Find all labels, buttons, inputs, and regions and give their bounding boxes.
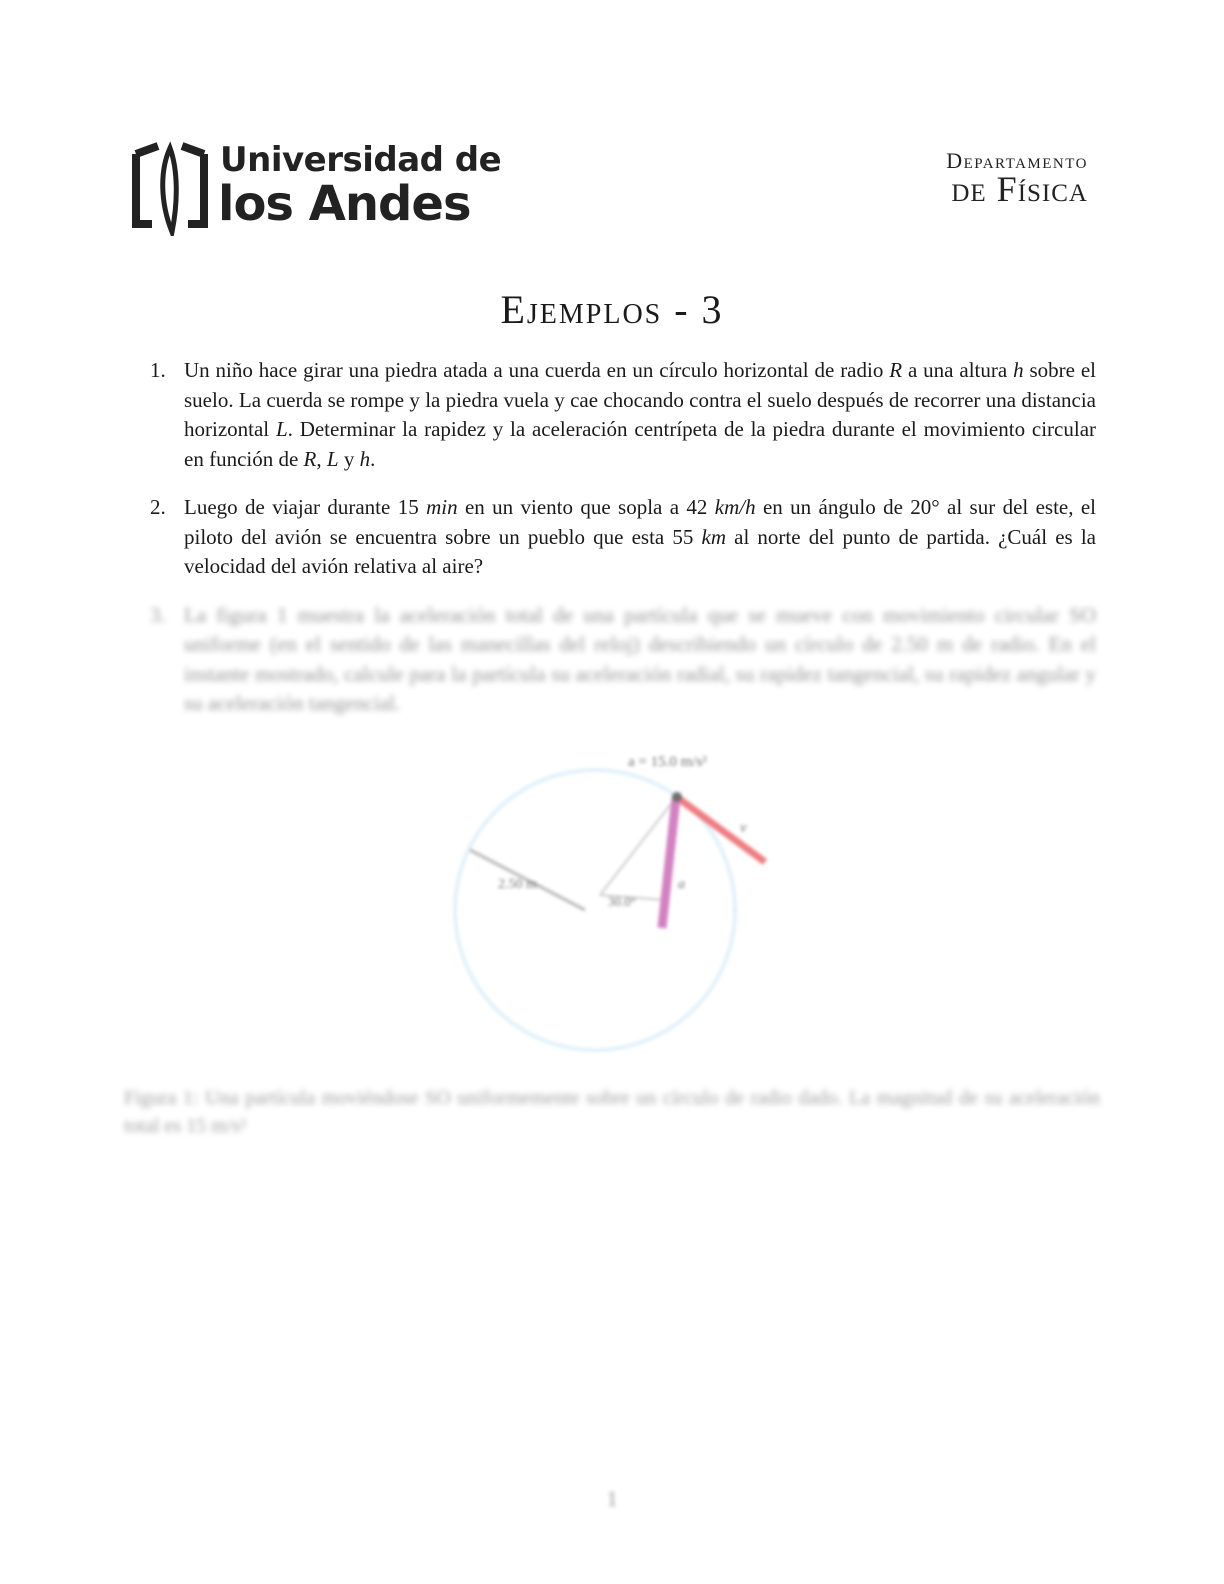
problem-number: 1. <box>150 358 166 382</box>
velocity-label: v <box>740 820 747 836</box>
velocity-vector <box>678 798 765 862</box>
problem-text: Un niño hace girar una piedra atada a una cuerda en un círculo horizontal de radio R a una altura h sobre el suelo. La cuerda se rompe y la piedra vuela y cae chocando contra el suelo después de recorrer una distancia horizontal L. Determinar la rapidez y la aceleración centrípeta de la piedra durante el movimiento circular en función de R, L y h. <box>184 358 1097 471</box>
circular-motion-figure <box>440 740 800 1070</box>
logo-text-line2: los Andes <box>218 176 471 232</box>
angle-label: 30.0° <box>608 894 636 909</box>
problem-text: Luego de viajar durante 15 min en un viento que sopla a 42 km/h en un ángulo de 20° al sur del este, el piloto del avión se encuentra sobre un pueblo que esta 55 km al norte del punto de partida. ¿Cuál es la velocidad del avión relativa al aire? <box>184 495 1097 578</box>
page-number: 1 <box>606 1486 618 1511</box>
university-emblem-icon <box>130 140 210 236</box>
particle <box>672 792 682 802</box>
problem-list <box>150 356 1096 738</box>
problem-number: 2. <box>150 495 166 519</box>
radius-label: 2.50 m <box>498 877 537 892</box>
page-header <box>0 0 1224 260</box>
department-label <box>946 148 1088 210</box>
problem-1 <box>150 356 1096 474</box>
department-line2: de Física <box>951 169 1088 209</box>
acceleration-vector <box>662 798 676 928</box>
problem-number: 3. <box>150 602 166 627</box>
department-line1: Departamento <box>946 148 1088 173</box>
problem-3 <box>150 601 1096 719</box>
figure-caption: Figura 1: Una partícula moviéndose SO uniformemente sobre un círculo de radio dado. La magnitud de su aceleración total es 15 m/s² <box>124 1087 1100 1137</box>
logo-text-line1: Universidad de <box>220 140 502 180</box>
document-title: Ejemplos - 3 <box>500 287 724 332</box>
university-logo <box>130 138 502 238</box>
vertical-label: a <box>678 877 685 892</box>
accel-label: a = 15.0 m/s² <box>628 754 707 770</box>
problem-text: La figura 1 muestra la aceleración total de una partícula que se mueve con movimiento circular SO uniforme (en el sentido de las manecillas del reloj) describiendo un círculo de 2.50 m de radio. En el instante mostrado, calcule para la partícula su aceleración radial, su rapidez tangencial, su rapidez angular y su aceleración tangencial. <box>184 602 1096 715</box>
problem-2 <box>150 493 1096 582</box>
